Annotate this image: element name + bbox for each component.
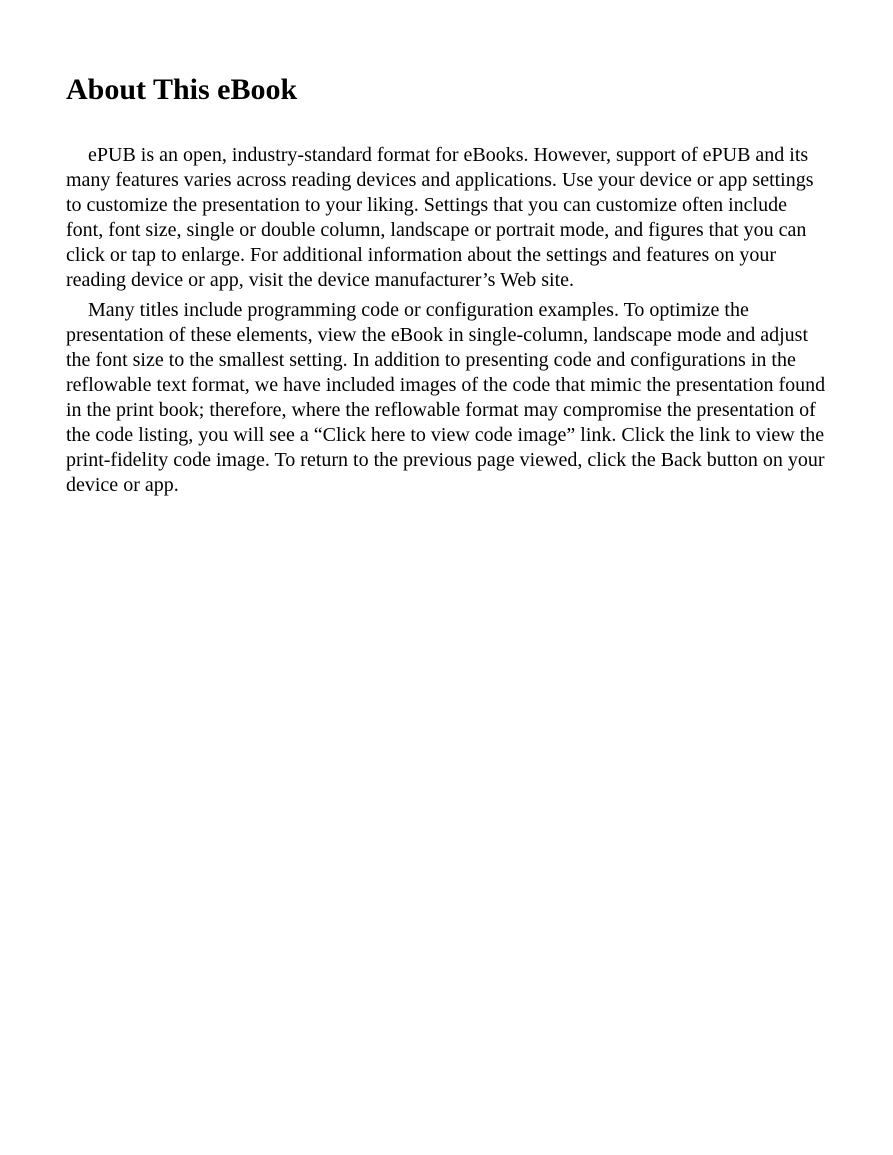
paragraph-code-examples: Many titles include programming code or configuration examples. To optimize the presentation of these elements, view the eBook in single-column, landscape mode and adjust the font size to the smallest setting. In addition to presenting code and configurations in the reflowable text format, we have included images of the code that mimic the presentation found in the print book; therefore, where the reflowable format may compromise the presentation of the code listing, you will see a “Click here to view code image” link. Click the link to view the print-fidelity code image. To return to the previous page viewed, click the Back button on your device or app. bbox=[66, 299, 826, 496]
document-body bbox=[66, 143, 826, 503]
page-title: About This eBook bbox=[66, 73, 298, 106]
paragraph-epub-format: ePUB is an open, industry-standard format for eBooks. However, support of ePUB and its many features varies across reading devices and applications. Use your device or app settings to customize the presentation to your liking. Settings that you can customize often include font, font size, single or double column, landscape or portrait mode, and figures that you can click or tap to enlarge. For additional information about the settings and features on your reading device or app, visit the device manufacturer’s Web site. bbox=[66, 144, 814, 291]
